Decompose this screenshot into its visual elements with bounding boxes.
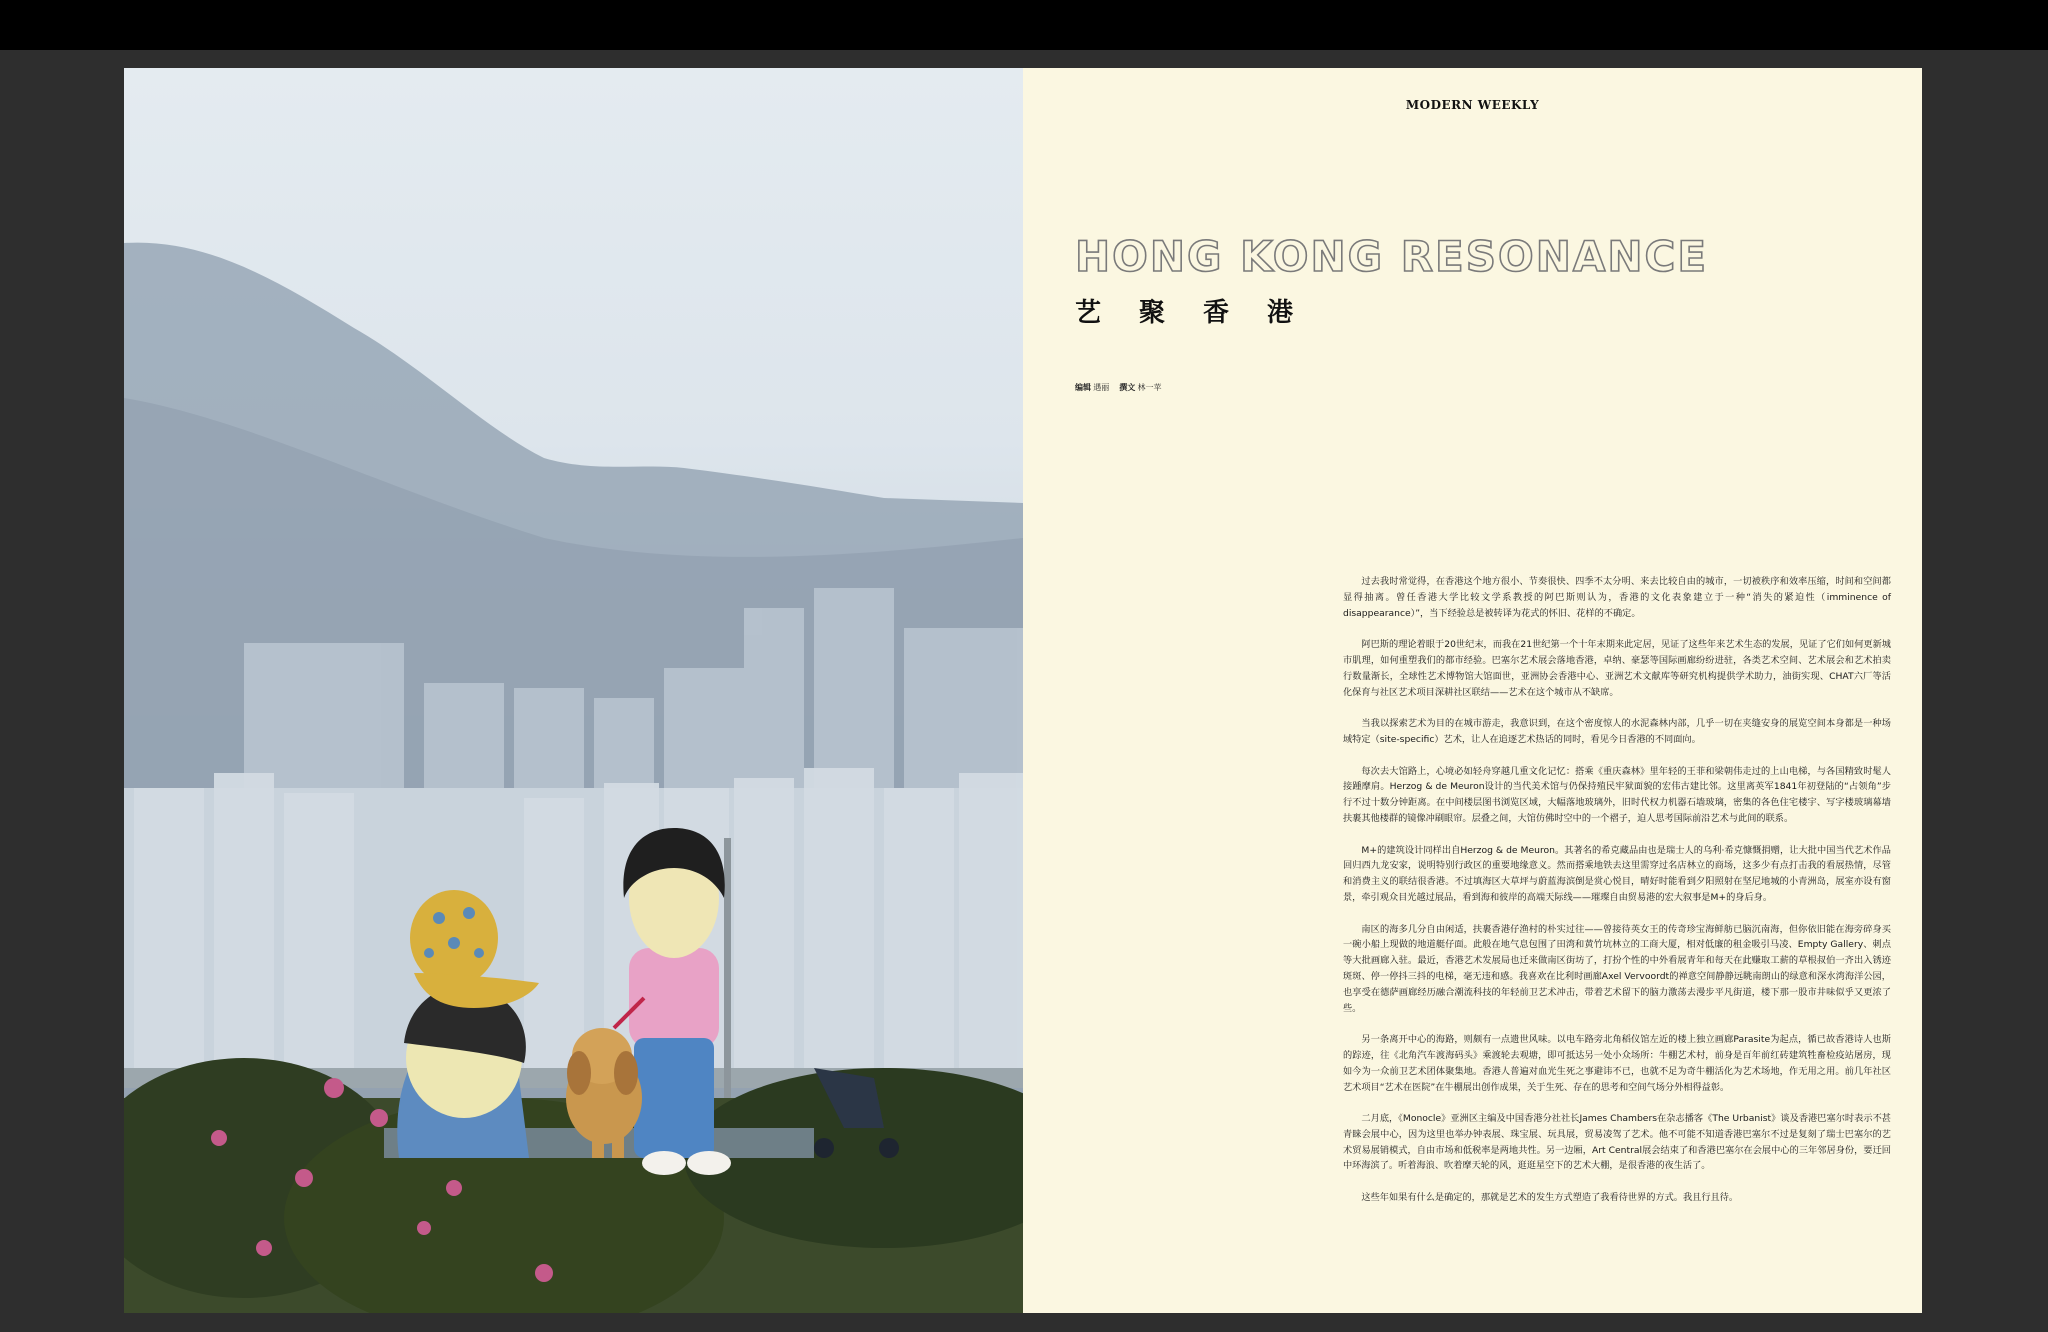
body-paragraph: 二月底，《Monocle》亚洲区主编及中国香港分社社长James Chambers在杂志播客《The Urbanist》谈及香港巴塞尔时表示不甚青睐会展中心，因为这里也举办钟表展、珠宝展、玩具展，贸易凌驾了艺术。他不可能不知道香港巴塞尔不过是复刻了瑞士巴塞尔的艺术贸易展销模式，自由市场和低税率是两地共性。另一边厢，Art Central展会结束了和香港巴塞尔在会展中心的三年邻居身份，要迁回中环海滨了。听着海浪、吹着摩天轮的风，逛逛星空下的艺术大棚，是很香港的夜生活了。 — [1343, 1113, 1891, 1172]
editor-label: 编辑 — [1075, 383, 1091, 392]
body-paragraph: 过去我时常觉得，在香港这个地方很小、节奏很快、四季不太分明、来去比较自由的城市，一切被秩序和效率压缩，时间和空间都显得抽离。曾任香港大学比较文学系教授的阿巴斯则认为，香港的文化表象建立于一种“消失的紧迫性（imminence of disappearance）”，当下经验总是被转译为花式的怀旧、花样的不确定。 — [1343, 576, 1891, 619]
article-title-chinese: 艺聚香港 — [1075, 298, 1332, 328]
body-paragraph: 当我以探索艺术为目的在城市游走，我意识到，在这个密度惊人的水泥森林内部，几乎一切在夹缝安身的展览空间本身都是一种场域特定（site-specific）艺术，让人在追逐艺术热话的同时，看见今日香港的不同面向。 — [1343, 718, 1891, 745]
article-title-english: HONG KONG RESONANCE — [1075, 232, 1709, 281]
viewer-top-bar — [0, 0, 2048, 50]
hong-kong-harbour-sculpture-photo — [124, 68, 1023, 1313]
body-paragraph: 这些年如果有什么是确定的，那就是艺术的发生方式塑造了我看待世界的方式。我且行且待。 — [1361, 1192, 1739, 1204]
masthead: MODERN WEEKLY — [1405, 98, 1540, 112]
editor-name: 遇丽 — [1093, 383, 1110, 392]
body-paragraph: M+的建筑设计同样出自Herzog & de Meuron。其著名的希克藏品由也是瑞士人的乌利·希克慷慨捐赠，让大批中国当代艺术作品回归西九龙安家，说明特别行政区的重要地缘意义。然而搭乘地铁去这里需穿过名店林立的商场，这多少有点打击我的看展热情，尽管和消费主义的联结很香港。不过填海区大草坪与蔚蓝海滨倒是赏心悦目，晴好时能看到夕阳照射在坚尼地城的小青洲岛，展室亦设有窗景，牵引观众目光越过展品，看到海和彼岸的高端天际线——璀璨自由贸易港的宏大叙事是M+的身后身。 — [1343, 844, 1891, 903]
writer-label: 撰文 — [1119, 383, 1136, 392]
body-paragraph: 另一条离开中心的海路，则颇有一点遗世风味。以电车路旁北角稻仪馆左近的楼上独立画廊Parasite为起点，循已故香港诗人也斯的踪迹，往《北角汽车渡海码头》乘渡轮去观塘，即可抵达另一处小众场所：牛棚艺术村，前身是百年前红砖建筑牲畜检疫站屠房，现如今为一众前卫艺术团体聚集地。香港人普遍对血光生死之事避讳不已，也就不足为奇牛棚活化为艺术场地，作无用之用。前几年社区艺术项目“艺术在医院”在牛棚展出创作成果，关于生死、存在的思考和空间气场分外相得益彰。 — [1343, 1034, 1891, 1093]
body-paragraph: 南区的海多几分自由闲适，扶裹香港仔渔村的朴实过往——曾接待英女王的传奇珍宝海鲜舫已脑沉南海，但你依旧能在海旁碎身买一碗小船上现做的地道艇仔面。此般在地气息包围了田湾和黄竹坑林立的工商大厦，相对低廉的租金吸引马凌、Empty Gallery、刺点等大批画廊入驻。最近，香港艺术发展局也迁来做南区街坊了，打扮个性的中外看展青年和每天在此赚取工薪的草根叔伯一齐出入锈迹斑斑、停一停抖三抖的电梯，毫无违和感。我喜欢在比利时画廊Axel Vervoordt的禅意空间静静远眺南朗山的绿意和深水湾海洋公园，也享受在德萨画廊经历融合潮流科技的年轻前卫艺术冲击，带着艺术留下的脑力激荡去漫步平凡街道，楼下那一股市井味似乎又更浓了些。 — [1343, 923, 1891, 1014]
writer-name: 林一苹 — [1137, 383, 1162, 392]
magazine-spread — [124, 68, 1922, 1313]
body-paragraph: 每次去大馆路上，心境必如轻舟穿越几重文化记忆：搭乘《重庆森林》里年轻的王菲和梁朝伟走过的上山电梯，与各国精致时髦人接踵摩肩。Herzog & de Meuron设计的当代美术馆与仍保持殖民牢狱面貌的宏伟古建比邻。这里离英军1841年初登陆的“占领角”步行不过十数分钟距离。在中间楼层图书浏览区域，大幅落地玻璃外，旧时代权力机器石墙玻璃，密集的各色住宅楼宇、写字楼玻璃幕墙扶裹其他楼群的镜像冲刷眼帘。层叠之间，大馆仿佛时空中的一个褶子，迫人思考国际前沿艺术与此间的联系。 — [1343, 765, 1891, 824]
hero-photo — [124, 68, 1023, 1313]
article-body — [1343, 574, 1891, 1222]
article-page — [1023, 68, 1922, 1313]
body-paragraph: 阿巴斯的理论着眼于20世纪末，而我在21世纪第一个十年末期来此定居，见证了这些年来艺术生态的发展，见证了它们如何更新城市肌理，如何重塑我们的都市经验。巴塞尔艺术展会落地香港，卓纳、豪瑟等国际画廊纷纷进驻，各类艺术空间、艺术展会和艺术拍卖行数量渐长，全球性艺术博物馆大馆面世，亚洲协会香港中心、亚洲艺术文献库等研究机构提供学术助力，油街实现、CHAT六厂等活化保育与社区艺术项目深耕社区联结——艺术在这个城市从不缺席。 — [1343, 639, 1891, 698]
article-credits — [1075, 382, 1161, 393]
